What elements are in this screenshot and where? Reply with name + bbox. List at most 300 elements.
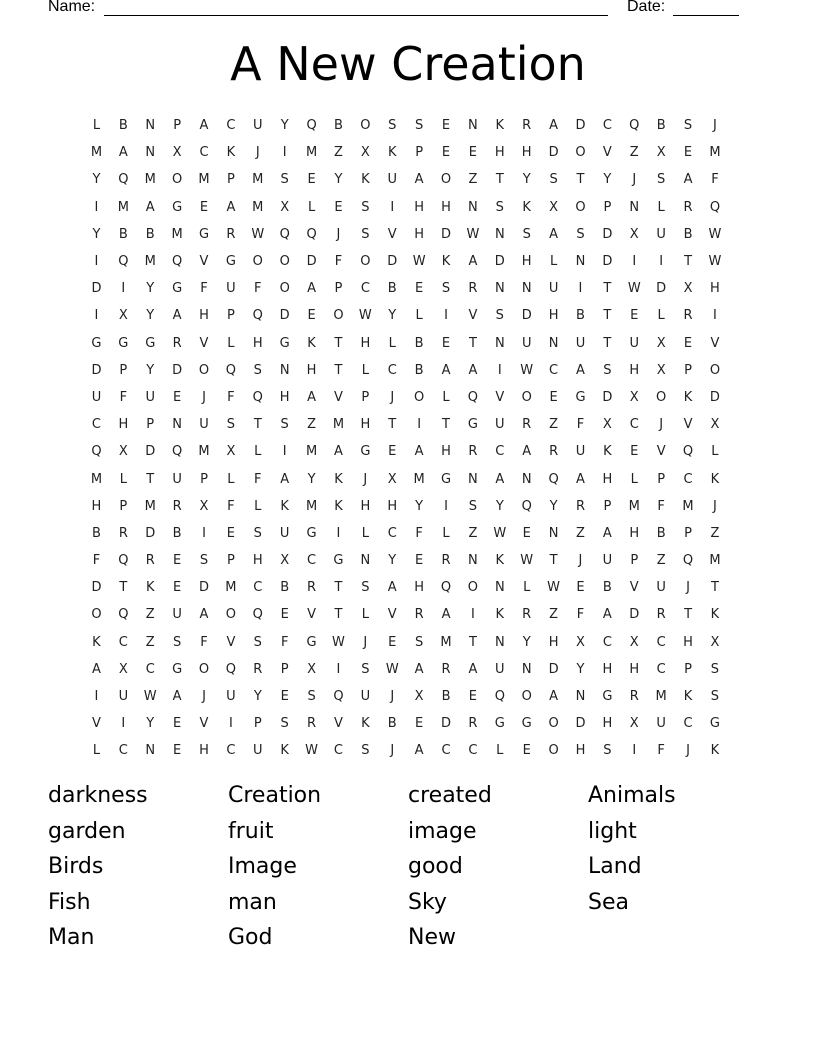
grid-letter[interactable]: V <box>387 607 397 623</box>
grid-letter[interactable]: N <box>494 335 505 351</box>
grid-letter[interactable]: T <box>334 362 343 378</box>
grid-letter[interactable]: M <box>682 498 694 514</box>
grid-letter[interactable]: K <box>495 553 505 569</box>
grid-letter[interactable]: C <box>360 281 370 297</box>
grid-letter[interactable]: R <box>145 553 155 569</box>
grid-letter[interactable]: D <box>387 254 398 270</box>
grid-letter[interactable]: W <box>520 362 534 378</box>
grid-letter[interactable]: Y <box>603 172 612 188</box>
grid-letter[interactable]: Z <box>145 607 155 623</box>
grid-letter[interactable]: C <box>683 716 693 732</box>
grid-letter[interactable]: R <box>441 661 451 677</box>
grid-letter[interactable]: R <box>468 281 478 297</box>
grid-letter[interactable]: Y <box>253 689 262 705</box>
grid-letter[interactable]: R <box>307 580 317 596</box>
grid-letter[interactable]: K <box>334 471 343 487</box>
grid-letter[interactable]: B <box>414 362 424 378</box>
grid-letter[interactable]: N <box>575 254 586 270</box>
grid-letter[interactable]: C <box>118 634 128 650</box>
grid-letter[interactable]: J <box>255 145 260 161</box>
grid-letter[interactable]: O <box>198 661 210 677</box>
grid-letter[interactable]: A <box>549 226 559 242</box>
grid-letter[interactable]: A <box>307 281 317 297</box>
grid-letter[interactable]: G <box>709 716 720 732</box>
grid-letter[interactable]: G <box>198 226 210 242</box>
grid-letter[interactable]: W <box>251 226 265 242</box>
grid-letter[interactable]: V <box>710 335 720 351</box>
grid-letter[interactable]: D <box>629 607 640 623</box>
grid-letter[interactable]: N <box>145 145 156 161</box>
grid-letter[interactable]: C <box>253 580 263 596</box>
grid-letter[interactable]: M <box>305 498 318 514</box>
grid-letter[interactable]: I <box>390 199 395 215</box>
grid-letter[interactable]: E <box>415 716 424 732</box>
grid-letter[interactable]: H <box>521 145 532 161</box>
grid-letter[interactable]: P <box>603 498 612 514</box>
grid-letter[interactable]: N <box>521 661 532 677</box>
grid-letter[interactable]: U <box>253 118 263 134</box>
grid-letter[interactable]: F <box>119 389 128 405</box>
grid-letter[interactable]: Y <box>495 498 504 514</box>
grid-letter[interactable]: U <box>199 417 209 433</box>
grid-letter[interactable]: K <box>522 199 531 215</box>
grid-letter[interactable]: O <box>252 254 263 270</box>
grid-letter[interactable]: X <box>602 417 612 433</box>
grid-letter[interactable]: V <box>199 335 209 351</box>
grid-letter[interactable]: C <box>226 118 236 134</box>
grid-letter[interactable]: Q <box>252 308 263 324</box>
grid-letter[interactable]: S <box>253 525 262 541</box>
grid-letter[interactable]: E <box>307 308 316 324</box>
grid-letter[interactable]: B <box>280 580 290 596</box>
grid-letter[interactable]: A <box>549 118 559 134</box>
grid-letter[interactable]: J <box>336 226 341 242</box>
grid-letter[interactable]: C <box>468 743 478 759</box>
grid-letter[interactable]: R <box>468 716 478 732</box>
grid-letter[interactable]: Y <box>415 498 424 514</box>
grid-letter[interactable]: O <box>198 362 210 378</box>
grid-letter[interactable]: N <box>494 580 505 596</box>
grid-letter[interactable]: F <box>227 498 235 514</box>
grid-letter[interactable]: T <box>146 471 155 487</box>
grid-letter[interactable]: I <box>121 281 126 297</box>
grid-letter[interactable]: M <box>198 444 210 460</box>
grid-letter[interactable]: T <box>334 335 343 351</box>
grid-letter[interactable]: J <box>202 389 206 405</box>
grid-letter[interactable]: Z <box>468 172 478 188</box>
grid-letter[interactable]: C <box>495 444 505 460</box>
grid-letter[interactable]: L <box>523 580 531 596</box>
grid-letter[interactable]: A <box>414 661 424 677</box>
grid-letter[interactable]: I <box>94 254 99 270</box>
grid-letter[interactable]: E <box>522 525 531 541</box>
grid-letter[interactable]: C <box>656 661 666 677</box>
grid-letter[interactable]: K <box>441 254 451 270</box>
grid-letter[interactable]: T <box>684 254 693 270</box>
grid-letter[interactable]: H <box>629 661 640 677</box>
grid-letter[interactable]: D <box>441 226 452 242</box>
grid-letter[interactable]: D <box>306 254 317 270</box>
grid-letter[interactable]: A <box>495 471 505 487</box>
grid-letter[interactable]: I <box>202 525 206 541</box>
grid-letter[interactable]: X <box>710 417 720 433</box>
grid-letter[interactable]: N <box>521 281 532 297</box>
grid-letter[interactable]: G <box>521 716 532 732</box>
grid-letter[interactable]: P <box>226 172 235 188</box>
grid-letter[interactable]: U <box>172 607 182 623</box>
grid-letter[interactable]: X <box>307 661 317 677</box>
grid-letter[interactable]: E <box>388 444 397 460</box>
grid-letter[interactable]: O <box>656 389 667 405</box>
grid-letter[interactable]: S <box>226 417 236 433</box>
grid-letter[interactable]: S <box>549 172 558 188</box>
grid-letter[interactable]: O <box>548 743 559 759</box>
grid-letter[interactable]: A <box>468 362 478 378</box>
grid-letter[interactable]: H <box>199 743 209 759</box>
grid-letter[interactable]: V <box>468 308 478 324</box>
grid-letter[interactable]: H <box>306 362 317 378</box>
grid-letter[interactable]: Q <box>252 389 263 405</box>
grid-letter[interactable]: O <box>360 118 371 134</box>
grid-letter[interactable]: D <box>145 444 156 460</box>
grid-letter[interactable]: G <box>467 417 478 433</box>
grid-letter[interactable]: C <box>683 471 693 487</box>
grid-letter[interactable]: I <box>282 145 287 161</box>
grid-letter[interactable]: M <box>709 145 721 161</box>
grid-letter[interactable]: T <box>468 634 477 650</box>
grid-letter[interactable]: H <box>521 254 532 270</box>
grid-letter[interactable]: Q <box>440 580 452 596</box>
grid-letter[interactable]: Q <box>118 607 129 623</box>
grid-letter[interactable]: W <box>708 226 722 242</box>
grid-letter[interactable]: M <box>440 634 452 650</box>
grid-letter[interactable]: P <box>146 417 155 433</box>
grid-letter[interactable]: M <box>305 444 318 460</box>
grid-letter[interactable]: Z <box>334 145 343 161</box>
grid-letter[interactable]: A <box>576 362 585 378</box>
grid-letter[interactable]: C <box>549 362 559 378</box>
grid-letter[interactable]: Z <box>468 525 478 541</box>
grid-letter[interactable]: H <box>602 716 613 732</box>
grid-letter[interactable]: S <box>280 716 289 732</box>
grid-letter[interactable]: W <box>466 226 480 242</box>
grid-letter[interactable]: O <box>521 689 532 705</box>
grid-letter[interactable]: D <box>199 580 210 596</box>
grid-letter[interactable]: U <box>360 689 371 705</box>
grid-letter[interactable]: L <box>361 525 369 541</box>
grid-letter[interactable]: M <box>171 226 183 242</box>
grid-letter[interactable]: U <box>602 553 613 569</box>
grid-letter[interactable]: S <box>415 634 424 650</box>
grid-letter[interactable]: X <box>360 145 370 161</box>
grid-letter[interactable]: O <box>575 199 586 215</box>
grid-letter[interactable]: R <box>683 199 693 215</box>
grid-letter[interactable]: O <box>575 145 586 161</box>
grid-letter[interactable]: I <box>94 689 99 705</box>
grid-letter[interactable]: B <box>441 689 451 705</box>
grid-letter[interactable]: M <box>252 199 264 215</box>
grid-letter[interactable]: Q <box>333 689 344 705</box>
grid-letter[interactable]: R <box>118 525 128 541</box>
grid-letter[interactable]: H <box>441 199 451 215</box>
grid-letter[interactable]: F <box>280 634 289 650</box>
grid-letter[interactable]: P <box>415 145 424 161</box>
grid-letter[interactable]: V <box>91 716 101 732</box>
grid-letter[interactable]: Y <box>146 308 155 324</box>
grid-letter[interactable]: N <box>172 417 182 433</box>
grid-letter[interactable]: A <box>602 525 612 541</box>
grid-letter[interactable]: S <box>253 634 262 650</box>
grid-letter[interactable]: B <box>118 226 128 242</box>
grid-letter[interactable]: Z <box>576 525 585 541</box>
grid-letter[interactable]: B <box>683 226 693 242</box>
grid-letter[interactable]: K <box>361 172 370 188</box>
grid-letter[interactable]: W <box>358 308 372 324</box>
grid-letter[interactable]: A <box>172 308 182 324</box>
grid-letter[interactable]: S <box>361 199 370 215</box>
grid-letter[interactable]: G <box>575 389 586 405</box>
grid-letter[interactable]: U <box>145 389 155 405</box>
grid-letter[interactable]: B <box>576 308 585 324</box>
grid-letter[interactable]: E <box>683 335 693 351</box>
grid-letter[interactable]: U <box>575 444 586 460</box>
grid-letter[interactable]: Y <box>388 308 397 324</box>
grid-letter[interactable]: C <box>333 743 343 759</box>
grid-letter[interactable]: N <box>521 471 532 487</box>
grid-letter[interactable]: U <box>253 743 263 759</box>
grid-letter[interactable]: U <box>656 716 666 732</box>
grid-letter[interactable]: H <box>414 226 425 242</box>
grid-letter[interactable]: U <box>656 580 666 596</box>
grid-letter[interactable]: E <box>307 172 316 188</box>
grid-letter[interactable]: F <box>200 281 208 297</box>
grid-letter[interactable]: I <box>121 716 126 732</box>
grid-letter[interactable]: N <box>548 335 559 351</box>
grid-letter[interactable]: A <box>468 254 478 270</box>
grid-letter[interactable]: Q <box>118 172 129 188</box>
grid-letter[interactable]: A <box>414 172 424 188</box>
grid-letter[interactable]: H <box>602 471 613 487</box>
grid-letter[interactable]: P <box>334 281 343 297</box>
grid-letter[interactable]: Y <box>576 661 585 677</box>
grid-letter[interactable]: Y <box>388 553 397 569</box>
grid-letter[interactable]: N <box>548 525 559 541</box>
grid-letter[interactable]: H <box>548 634 559 650</box>
grid-letter[interactable]: C <box>656 634 666 650</box>
grid-letter[interactable]: E <box>415 281 424 297</box>
grid-letter[interactable]: Z <box>307 417 317 433</box>
grid-letter[interactable]: S <box>361 661 370 677</box>
grid-letter[interactable]: V <box>656 444 666 460</box>
grid-letter[interactable]: I <box>336 661 341 677</box>
grid-letter[interactable]: Y <box>146 716 155 732</box>
grid-letter[interactable]: W <box>385 661 399 677</box>
grid-letter[interactable]: K <box>683 689 693 705</box>
grid-letter[interactable]: X <box>629 389 639 405</box>
grid-letter[interactable]: F <box>200 634 208 650</box>
grid-letter[interactable]: I <box>336 525 341 541</box>
grid-letter[interactable]: A <box>172 689 182 705</box>
grid-letter[interactable]: P <box>603 199 612 215</box>
grid-letter[interactable]: E <box>173 743 182 759</box>
grid-letter[interactable]: R <box>522 417 532 433</box>
grid-letter[interactable]: X <box>118 661 128 677</box>
grid-letter[interactable]: T <box>442 417 450 433</box>
grid-letter[interactable]: U <box>387 172 397 188</box>
grid-letter[interactable]: G <box>172 661 183 677</box>
grid-letter[interactable]: N <box>629 199 640 215</box>
grid-letter[interactable]: H <box>414 199 425 215</box>
grid-letter[interactable]: T <box>603 335 612 351</box>
grid-letter[interactable]: C <box>629 417 639 433</box>
grid-letter[interactable]: Y <box>92 226 101 242</box>
grid-letter[interactable]: A <box>414 444 424 460</box>
grid-letter[interactable]: J <box>363 471 368 487</box>
grid-letter[interactable]: S <box>172 634 182 650</box>
grid-letter[interactable]: D <box>279 308 290 324</box>
grid-letter[interactable]: O <box>709 362 721 378</box>
grid-letter[interactable]: P <box>253 716 262 732</box>
grid-letter[interactable]: N <box>468 199 478 215</box>
grid-letter[interactable]: E <box>173 580 182 596</box>
grid-letter[interactable]: H <box>441 444 451 460</box>
grid-letter[interactable]: I <box>713 308 717 324</box>
grid-letter[interactable]: C <box>118 743 128 759</box>
grid-letter[interactable]: B <box>145 226 155 242</box>
grid-letter[interactable]: Q <box>548 471 559 487</box>
grid-letter[interactable]: F <box>657 498 665 514</box>
grid-letter[interactable]: V <box>199 716 209 732</box>
grid-letter[interactable]: G <box>172 199 183 215</box>
grid-letter[interactable]: O <box>172 172 183 188</box>
grid-letter[interactable]: S <box>522 226 531 242</box>
grid-letter[interactable]: P <box>657 471 666 487</box>
grid-letter[interactable]: X <box>118 308 128 324</box>
grid-letter[interactable]: A <box>280 471 290 487</box>
grid-letter[interactable]: R <box>253 661 263 677</box>
grid-letter[interactable]: I <box>94 199 99 215</box>
grid-letter[interactable]: Q <box>172 444 183 460</box>
grid-letter[interactable]: K <box>710 471 720 487</box>
grid-letter[interactable]: H <box>683 634 693 650</box>
grid-letter[interactable]: J <box>363 634 368 650</box>
grid-letter[interactable]: E <box>334 199 343 215</box>
grid-letter[interactable]: F <box>576 607 585 623</box>
grid-letter[interactable]: S <box>441 281 451 297</box>
grid-letter[interactable]: S <box>361 743 370 759</box>
grid-letter[interactable]: K <box>495 118 505 134</box>
grid-letter[interactable]: Y <box>146 362 155 378</box>
grid-letter[interactable]: L <box>92 743 101 759</box>
grid-letter[interactable]: Q <box>682 444 694 460</box>
grid-letter[interactable]: W <box>627 281 641 297</box>
grid-letter[interactable]: J <box>390 689 395 705</box>
grid-letter[interactable]: E <box>173 716 182 732</box>
grid-letter[interactable]: T <box>334 580 343 596</box>
grid-letter[interactable]: P <box>226 553 235 569</box>
grid-letter[interactable]: K <box>92 634 101 650</box>
grid-letter[interactable]: T <box>334 607 343 623</box>
grid-letter[interactable]: C <box>602 118 612 134</box>
grid-letter[interactable]: B <box>387 716 397 732</box>
grid-letter[interactable]: S <box>495 199 504 215</box>
grid-letter[interactable]: C <box>307 553 317 569</box>
grid-letter[interactable]: B <box>656 525 666 541</box>
grid-letter[interactable]: Y <box>280 118 289 134</box>
name-blank-line[interactable] <box>104 15 608 16</box>
grid-letter[interactable]: A <box>118 145 128 161</box>
grid-letter[interactable]: B <box>91 525 101 541</box>
grid-letter[interactable]: P <box>684 525 692 541</box>
grid-letter[interactable]: S <box>683 118 693 134</box>
grid-letter[interactable]: C <box>226 743 236 759</box>
grid-letter[interactable]: A <box>414 743 424 759</box>
grid-letter[interactable]: K <box>361 716 370 732</box>
grid-letter[interactable]: J <box>686 580 690 596</box>
grid-letter[interactable]: T <box>549 553 558 569</box>
grid-letter[interactable]: E <box>441 335 451 351</box>
grid-letter[interactable]: S <box>657 172 666 188</box>
grid-letter[interactable]: M <box>628 498 640 514</box>
grid-letter[interactable]: U <box>495 417 505 433</box>
grid-letter[interactable]: Y <box>549 498 558 514</box>
grid-letter[interactable]: I <box>94 308 99 324</box>
grid-letter[interactable]: M <box>709 553 721 569</box>
grid-letter[interactable]: A <box>683 172 693 188</box>
grid-letter[interactable]: R <box>575 498 585 514</box>
grid-letter[interactable]: K <box>710 607 720 623</box>
grid-letter[interactable]: G <box>172 281 183 297</box>
grid-letter[interactable]: R <box>468 444 478 460</box>
grid-letter[interactable]: J <box>390 743 395 759</box>
grid-letter[interactable]: Q <box>172 254 183 270</box>
grid-letter[interactable]: P <box>361 389 370 405</box>
grid-letter[interactable]: W <box>332 634 345 650</box>
grid-letter[interactable]: L <box>657 308 665 324</box>
grid-letter[interactable]: I <box>282 444 287 460</box>
grid-letter[interactable]: I <box>659 254 664 270</box>
grid-letter[interactable]: X <box>683 281 693 297</box>
grid-letter[interactable]: E <box>173 553 182 569</box>
grid-letter[interactable]: Q <box>682 553 694 569</box>
grid-letter[interactable]: U <box>91 389 102 405</box>
grid-letter[interactable]: P <box>630 553 639 569</box>
grid-letter[interactable]: F <box>711 172 719 188</box>
grid-letter[interactable]: T <box>576 172 585 188</box>
grid-letter[interactable]: D <box>602 226 613 242</box>
grid-letter[interactable]: X <box>118 444 128 460</box>
grid-letter[interactable]: E <box>415 553 424 569</box>
grid-letter[interactable]: B <box>172 525 182 541</box>
grid-letter[interactable]: G <box>333 553 344 569</box>
grid-letter[interactable]: I <box>417 417 422 433</box>
grid-letter[interactable]: A <box>226 199 236 215</box>
grid-letter[interactable]: Q <box>494 689 505 705</box>
grid-letter[interactable]: A <box>522 444 532 460</box>
grid-letter[interactable]: O <box>440 172 452 188</box>
grid-letter[interactable]: D <box>521 308 532 324</box>
grid-letter[interactable]: E <box>576 580 585 596</box>
grid-letter[interactable]: S <box>710 661 720 677</box>
grid-letter[interactable]: Q <box>91 444 102 460</box>
grid-letter[interactable]: L <box>657 199 665 215</box>
grid-letter[interactable]: B <box>118 118 128 134</box>
grid-letter[interactable]: R <box>441 553 451 569</box>
grid-letter[interactable]: C <box>387 525 397 541</box>
grid-letter[interactable]: S <box>388 118 397 134</box>
grid-letter[interactable]: G <box>602 689 613 705</box>
grid-letter[interactable]: P <box>684 362 692 378</box>
